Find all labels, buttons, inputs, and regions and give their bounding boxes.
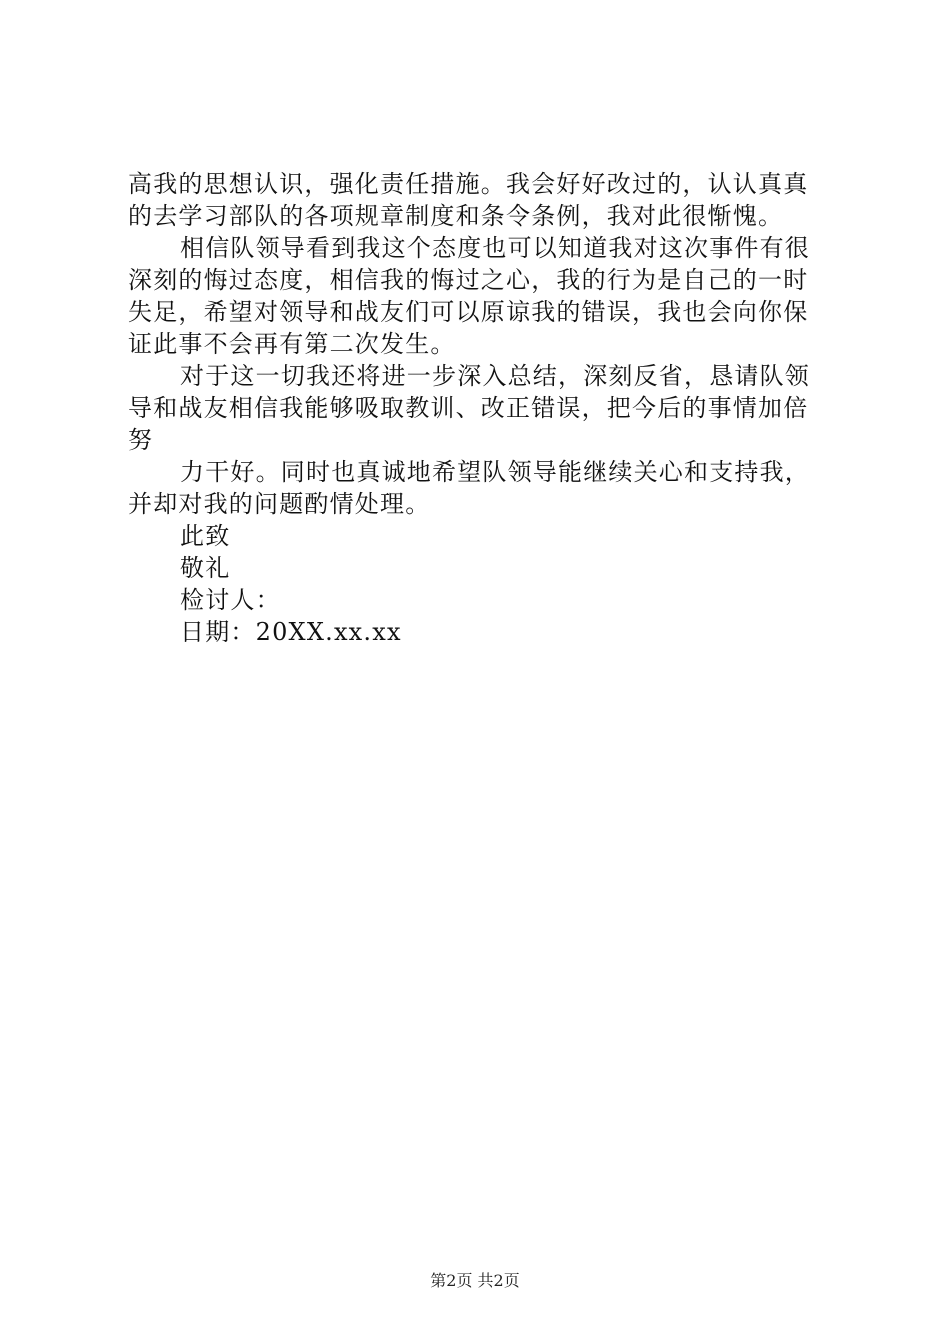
- paragraph-start-line: 相信队领导看到我这个态度也可以知道我对这次事件有很: [180, 234, 810, 262]
- text-line: 深刻的悔过态度，相信我的悔过之心，我的行为是自己的一时: [128, 266, 809, 294]
- paragraph-start-line: 力干好。同时也真诚地希望队领导能继续关心和支持我，: [180, 458, 810, 486]
- paragraph-start-line: 对于这一切我还将进一步深入总结，深刻反省，恳请队领: [180, 362, 810, 390]
- date-line: 日期：20XX.xx.xx: [180, 618, 402, 646]
- closing-regards: 敬礼: [180, 554, 231, 582]
- text-line: 导和战友相信我能够吸取教训、改正错误，把今后的事情加倍: [128, 394, 809, 422]
- text-line: 的去学习部队的各项规章制度和条令条例，我对此很惭愧。: [128, 202, 784, 230]
- text-line: 高我的思想认识，强化责任措施。我会好好改过的，认认真真: [128, 170, 809, 198]
- text-line: 证此事不会再有第二次发生。: [128, 330, 456, 358]
- text-line: 并却对我的问题酌情处理。: [128, 490, 431, 518]
- text-line: 失足，希望对领导和战友们可以原谅我的错误，我也会向你保: [128, 298, 809, 326]
- text-line: 努: [128, 426, 154, 454]
- closing-salutation: 此致: [180, 522, 231, 550]
- page-number-footer: 第2页 共2页: [430, 1271, 520, 1290]
- document-body: [128, 168, 840, 648]
- signature-label: 检讨人：: [180, 586, 281, 614]
